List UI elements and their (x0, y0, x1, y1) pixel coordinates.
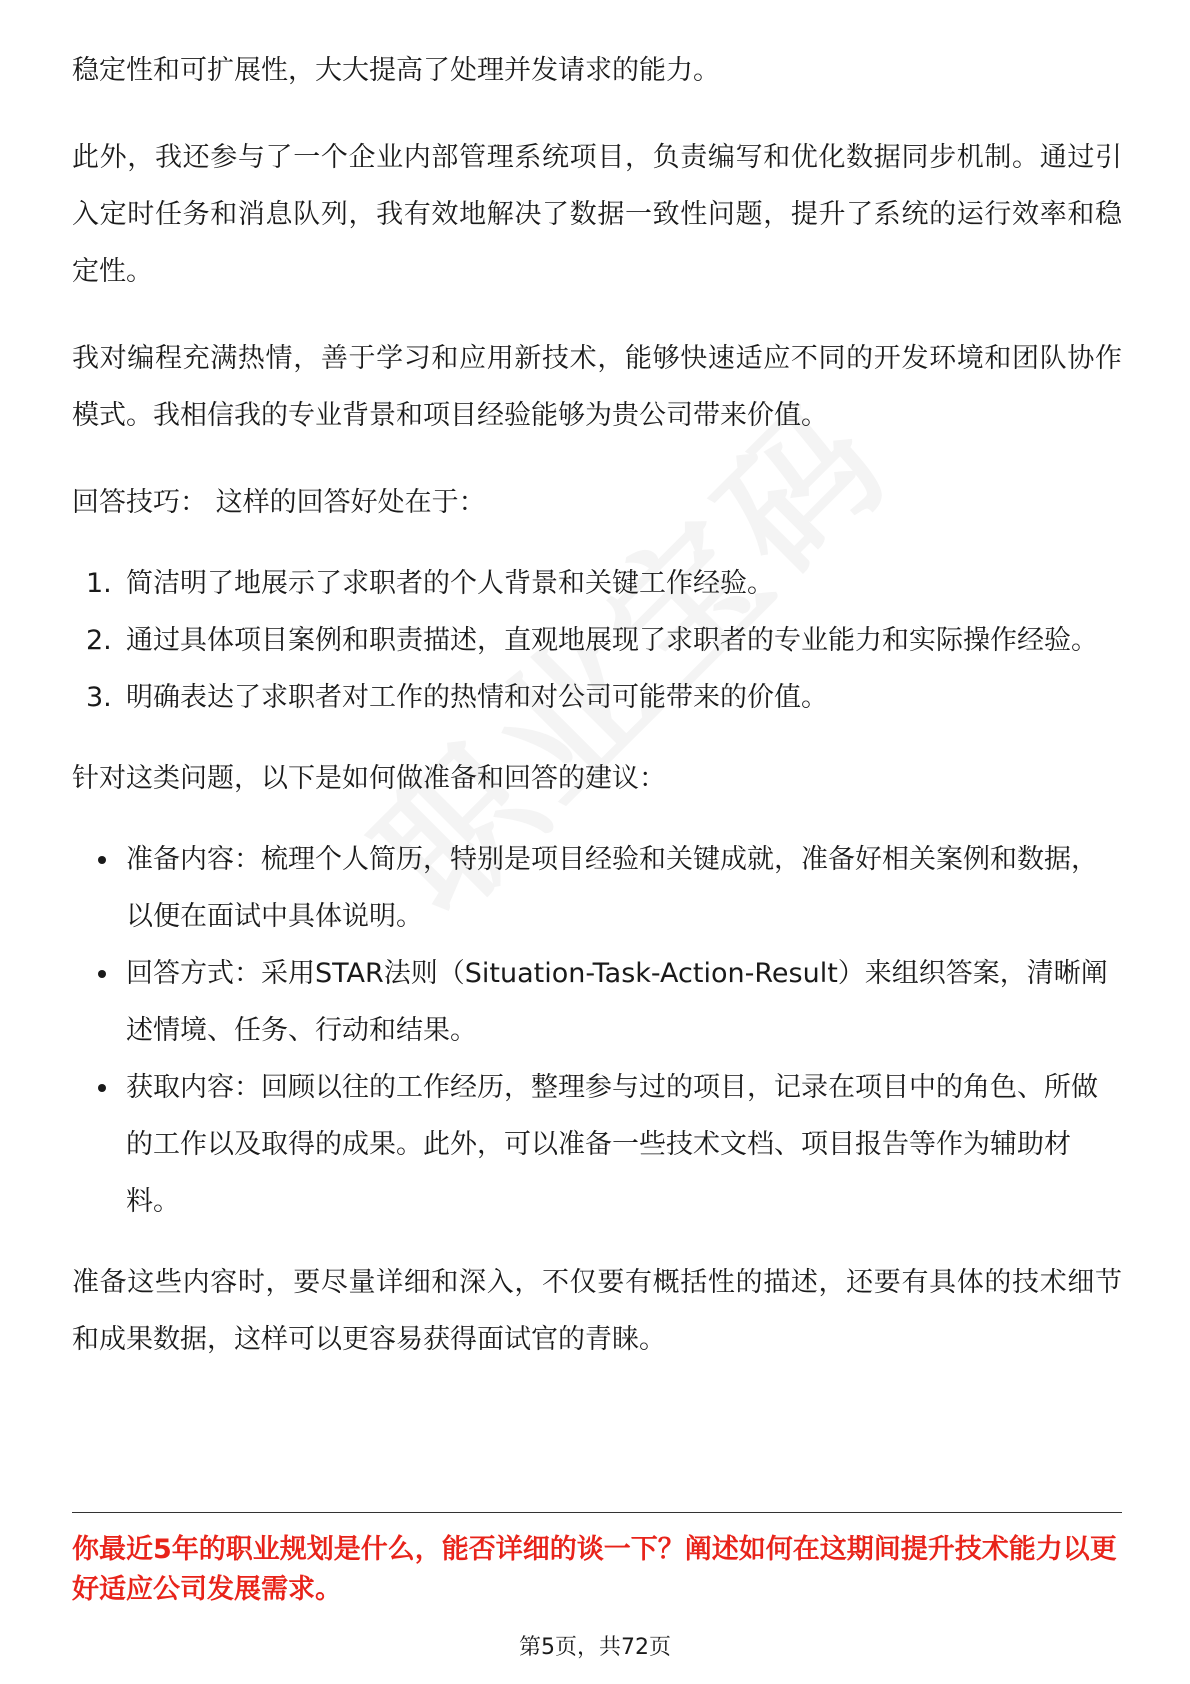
paragraph-continuation: 稳定性和可扩展性，大大提高了处理并发请求的能力。 (72, 55, 720, 86)
list-item-text: 准备内容：梳理个人简历，特别是项目经验和关键成就，准备好相关案例和数据，以便在面试中具体说明。 (126, 844, 1098, 932)
list-item-text: 回答方式：采用STAR法则（Situation-Task-Action-Result）来组织答案，清晰阐述情境、任务、行动和结果。 (126, 958, 1108, 1046)
list-item-text: 通过具体项目案例和职责描述，直观地展现了求职者的专业能力和实际操作经验。 (126, 625, 1098, 656)
next-question-heading: 你最近5年的职业规划是什么，能否详细的谈一下？阐述如何在这期间提升技术能力以更好适应公司发展需求。 (72, 1534, 1117, 1605)
list-item-text: 明确表达了求职者对工作的热情和对公司可能带来的价值。 (126, 682, 828, 713)
bullet-icon (98, 1084, 106, 1092)
paragraph-closing-advice: 准备这些内容时，要尽量详细和深入，不仅要有概括性的描述，还要有具体的技术细节和成果数据，这样可以更容易获得面试官的青睐。 (72, 1267, 1122, 1355)
list-number: 1. (86, 568, 112, 599)
list-item (72, 831, 1122, 945)
section-divider (72, 1512, 1122, 1513)
paragraph-passion: 我对编程充满热情，善于学习和应用新技术，能够快速适应不同的开发环境和团队协作模式。我相信我的专业背景和项目经验能够为贵公司带来价值。 (72, 343, 1122, 431)
list-number: 3. (86, 682, 112, 713)
paragraph-answer-tips: 回答技巧： 这样的回答好处在于： (72, 487, 486, 518)
document-body (72, 42, 1122, 1368)
list-item (72, 1059, 1122, 1230)
list-item-text: 简洁明了地展示了求职者的个人背景和关键工作经验。 (126, 568, 774, 599)
list-item-text: 获取内容：回顾以往的工作经历，整理参与过的项目，记录在项目中的角色、所做的工作以及取得的成果。此外，可以准备一些技术文档、项目报告等作为辅助材料。 (126, 1072, 1098, 1217)
bullet-icon (98, 856, 106, 864)
paragraph-internal-system-project: 此外，我还参与了一个企业内部管理系统项目，负责编写和优化数据同步机制。通过引入定时任务和消息队列，我有效地解决了数据一致性问题，提升了系统的运行效率和稳定性。 (72, 142, 1122, 287)
list-number: 2. (86, 625, 112, 656)
page-footer: 第5页，共72页 (519, 1635, 671, 1660)
numbered-list (72, 555, 1122, 726)
list-item (72, 669, 1122, 726)
list-item (72, 945, 1122, 1059)
list-item (72, 555, 1122, 612)
list-item (72, 612, 1122, 669)
bullet-list (72, 831, 1122, 1230)
paragraph-preparation-intro: 针对这类问题，以下是如何做准备和回答的建议： (72, 763, 666, 794)
bullet-icon (98, 970, 106, 978)
